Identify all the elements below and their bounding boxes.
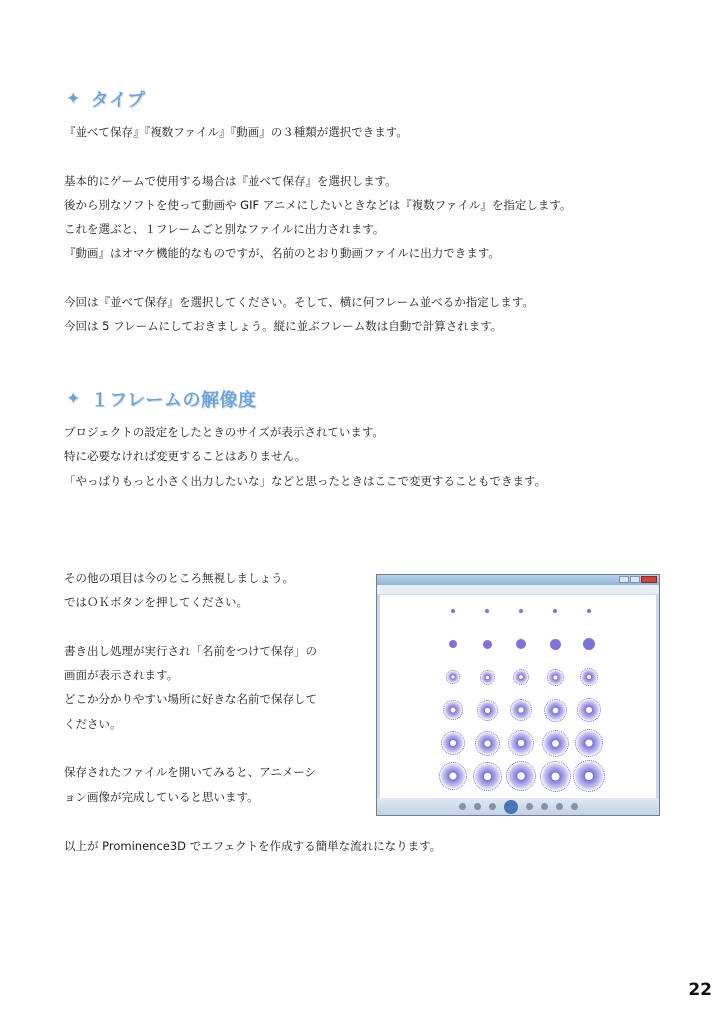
text-line bbox=[64, 615, 317, 639]
sprite-frame bbox=[573, 760, 605, 792]
sprite-frame bbox=[513, 669, 529, 685]
sprite-frame bbox=[480, 670, 495, 685]
sprite-frame bbox=[583, 638, 595, 650]
text-line: 以上が Prominence3D でエフェクトを作成する簡単な流れになります。 bbox=[64, 839, 442, 853]
minimize-icon bbox=[619, 576, 629, 583]
type-paragraph bbox=[64, 120, 572, 339]
sprite-frame bbox=[575, 729, 603, 757]
sprite-frame bbox=[439, 762, 467, 790]
viewer-menubar bbox=[377, 585, 659, 594]
text-line: ではＯＫボタンを押してください。 bbox=[64, 595, 248, 610]
image-viewer-screenshot bbox=[376, 574, 660, 816]
sprite-frame bbox=[587, 609, 591, 613]
text-line: 画面が表示されます。 bbox=[64, 668, 179, 683]
sprite-frame bbox=[485, 609, 489, 613]
close-icon bbox=[641, 576, 657, 583]
rotate-left-icon bbox=[541, 803, 548, 810]
conclusion-text bbox=[64, 834, 441, 858]
maximize-icon bbox=[630, 576, 640, 583]
save-paragraph bbox=[64, 566, 317, 809]
sprite-frame bbox=[443, 700, 463, 720]
sprite-frame bbox=[547, 669, 564, 686]
resolution-paragraph bbox=[64, 420, 546, 493]
text-line: 『並べて保存』『複数ファイル』『動画』の３種類が選択できます。 bbox=[64, 125, 408, 139]
sprite-frame bbox=[519, 609, 523, 613]
sprite-frame bbox=[441, 731, 465, 755]
slideshow-icon bbox=[504, 800, 518, 814]
fit-icon bbox=[474, 803, 481, 810]
sprite-frame bbox=[544, 699, 567, 722]
text-line: 『動画』はオマケ機能的なものですが、名前のとおり動画ファイルに出力できます。 bbox=[64, 246, 500, 261]
sprite-frame bbox=[477, 700, 498, 721]
page-number: 22 bbox=[688, 980, 712, 1000]
text-line: その他の項目は今のところ無視しましょう。 bbox=[64, 571, 294, 585]
text-line: 保存されたファイルを開いてみると、アニメーシ bbox=[64, 765, 316, 780]
text-line: 「やっぱりもっと小さく出力したいな」などと思ったときはここで変更することもできます。 bbox=[64, 473, 547, 488]
star-bullet-icon: ✦ bbox=[66, 89, 81, 109]
text-line: 今回は『並べて保存』を選択してください。そして、横に何フレーム並べるか指定します。 bbox=[64, 295, 534, 310]
sprite-frame bbox=[483, 640, 492, 649]
sprite-frame bbox=[510, 699, 532, 721]
text-line: プロジェクトの設定をしたときのサイズが表示されています。 bbox=[64, 425, 384, 439]
previous-icon bbox=[489, 803, 496, 810]
heading-text: １フレームの解像度 bbox=[90, 390, 257, 411]
rotate-right-icon bbox=[556, 803, 563, 810]
sprite-frame bbox=[451, 609, 455, 613]
sprite-frame bbox=[449, 640, 457, 648]
text-line: 書き出し処理が実行され「名前をつけて保存」の bbox=[64, 643, 317, 658]
viewer-controls bbox=[377, 798, 659, 815]
sprite-frame bbox=[542, 730, 569, 757]
sprite-frame bbox=[508, 730, 534, 756]
sprite-frame bbox=[473, 762, 502, 791]
viewer-titlebar bbox=[377, 575, 659, 585]
sprite-frame bbox=[540, 761, 571, 792]
zoom-icon bbox=[459, 803, 466, 810]
section-heading-resolution bbox=[66, 386, 257, 412]
sprite-frame bbox=[506, 761, 536, 791]
sprite-frame bbox=[580, 668, 598, 686]
sprite-frame bbox=[516, 639, 526, 649]
sprite-frame bbox=[553, 609, 557, 613]
text-line: これを選ぶと、１フレームごと別なファイルに出力されます。 bbox=[64, 222, 385, 237]
text-line bbox=[64, 144, 572, 168]
text-line bbox=[64, 266, 572, 290]
text-line: 特に必要なければ変更することはありません。 bbox=[64, 449, 307, 464]
delete-icon bbox=[571, 803, 578, 810]
text-line: ください。 bbox=[64, 716, 122, 731]
sprite-sheet-canvas bbox=[380, 595, 656, 799]
text-line: ョン画像が完成していると思います。 bbox=[64, 789, 259, 804]
window-buttons bbox=[619, 576, 657, 583]
text-line: 今回は 5 フレームにしておきましょう。縦に並ぶフレーム数は自動で計算されます。 bbox=[64, 319, 503, 334]
text-line: どこか分かりやすい場所に好きな名前で保存して bbox=[64, 692, 317, 707]
star-bullet-icon: ✦ bbox=[66, 389, 81, 409]
sprite-frame bbox=[577, 698, 601, 722]
sprite-frame bbox=[446, 670, 460, 684]
text-line: 基本的にゲームで使用する場合は『並べて保存』を選択します。 bbox=[64, 173, 397, 188]
heading-text: タイプ bbox=[90, 90, 146, 111]
sprite-frame bbox=[550, 639, 561, 650]
text-line: 後から別なソフトを使って動画や GIF アニメにしたいときなどは『複数ファイル』を指定します。 bbox=[64, 197, 572, 212]
text-line bbox=[64, 736, 317, 760]
next-icon bbox=[526, 803, 533, 810]
section-heading-type bbox=[66, 86, 145, 112]
sprite-frame bbox=[475, 731, 500, 756]
